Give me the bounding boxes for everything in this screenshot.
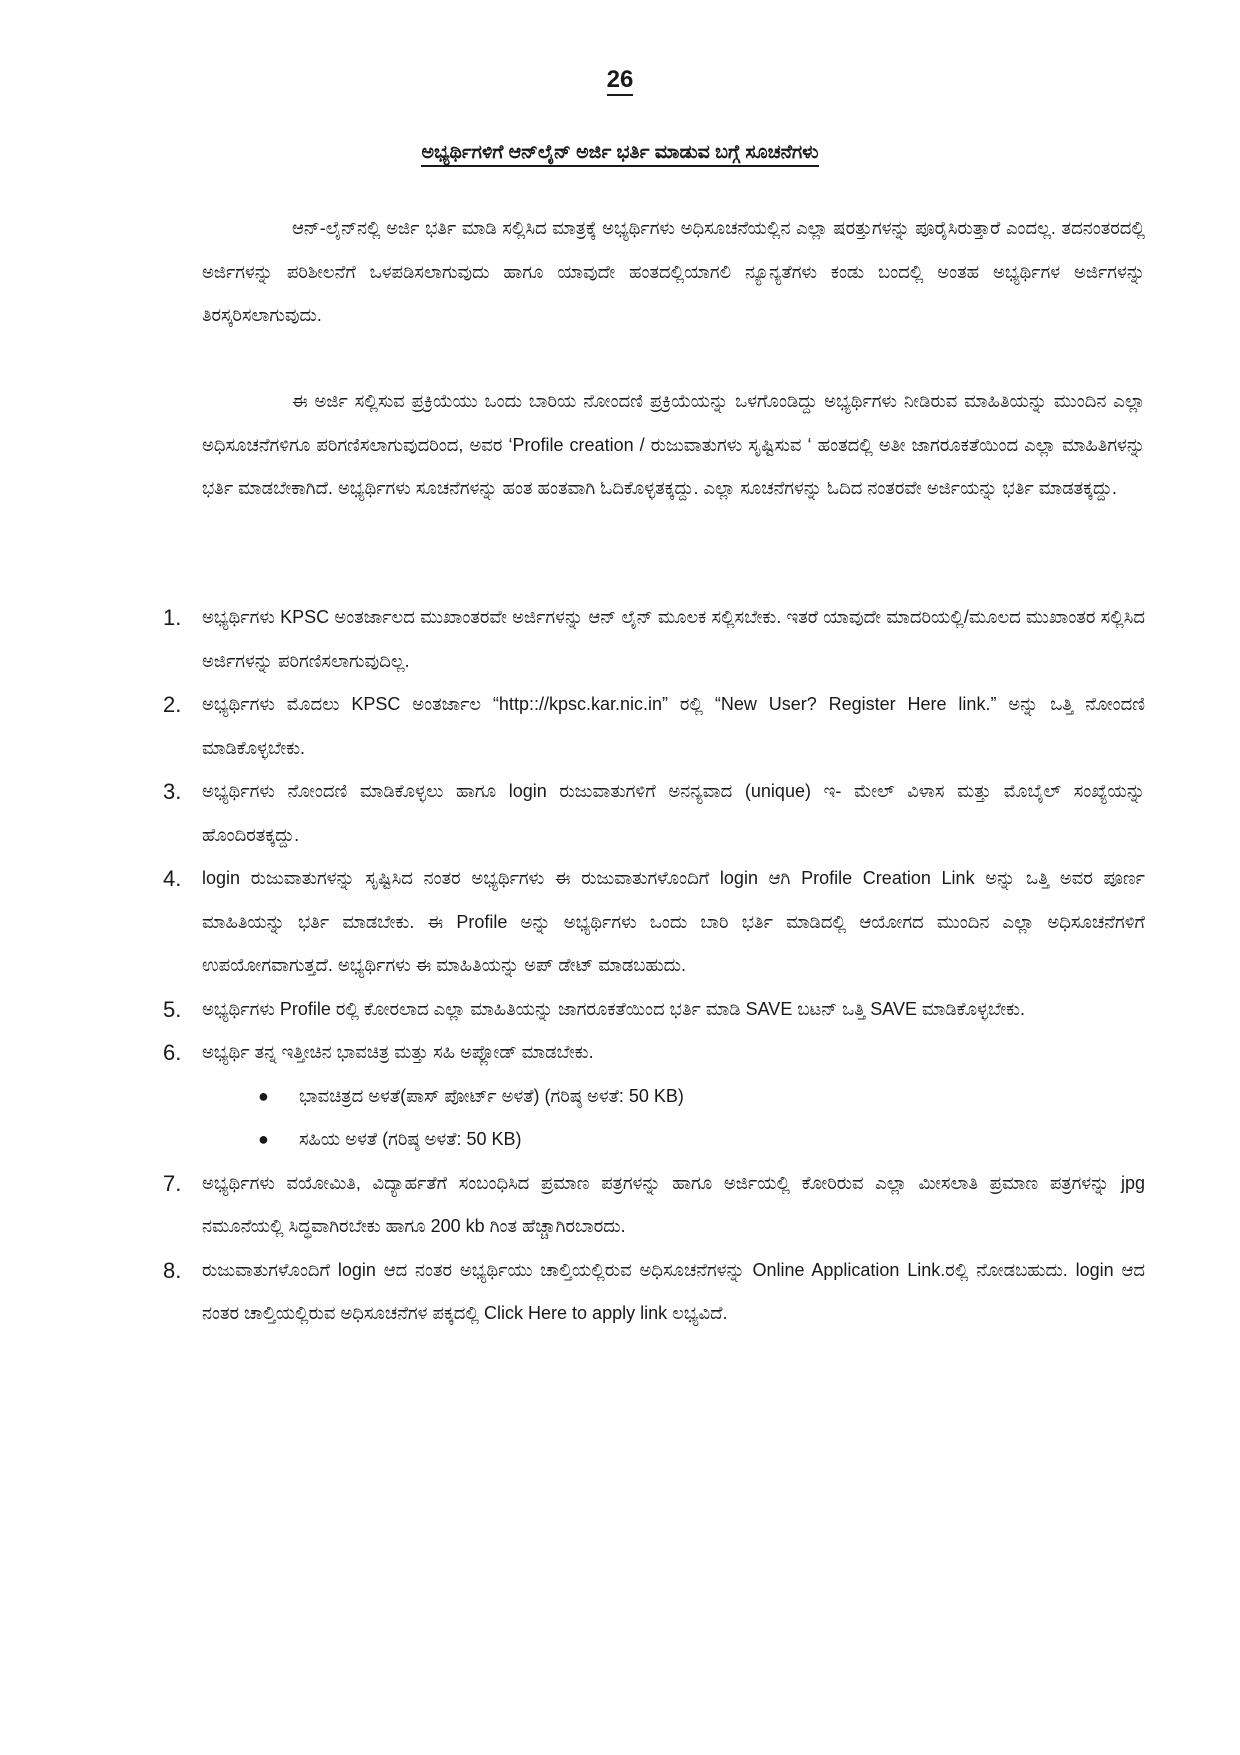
intro-paragraph-1 xyxy=(202,207,1145,338)
item-text: ಅಭ್ಯರ್ಥಿ ತನ್ನ ಇತ್ತೀಚಿನ ಭಾವಚಿತ್ರ ಮತ್ತು ಸಹಿ ಅಪ್ಲೋಡ್ ಮಾಡಬೇಕು. xyxy=(202,1042,594,1062)
item-number: 3. xyxy=(163,779,182,804)
item-number: 7. xyxy=(163,1170,182,1196)
item-text: ರುಜುವಾತುಗಳೊಂದಿಗೆ login ಆದ ನಂತರ ಅಭ್ಯರ್ಥಿಯು ಚಾಲ್ತಿಯಲ್ಲಿರುವ ಅಧಿಸೂಚನೆಗಳನ್ನು Online Application Link.ರಲ್ಲಿ ನೋಡಬಹುದು. login ಆದ ನಂತರ ಚಾಲ್ತಿಯಲ್ಲಿರುವ ಅಧಿಸೂಚನೆಗಳ ಪಕ್ಕದಲ್ಲಿ Click Here to apply link ಲಭ್ಯವಿದೆ. xyxy=(202,1259,1145,1323)
page-number xyxy=(0,66,1240,94)
item-text: ಅಭ್ಯರ್ಥಿಗಳು KPSC ಅಂತರ್ಜಾಲದ ಮುಖಾಂತರವೇ ಅರ್ಜಿಗಳನ್ನು ಆನ್ ಲೈನ್ ಮೂಲಕ ಸಲ್ಲಿಸಬೇಕು. ಇತರೆ ಯಾವುದೇ ಮಾದರಿಯಲ್ಲಿ/ಮೂಲದ ಮುಖಾಂತರ ಸಲ್ಲಿಸಿದ ಅರ್ಜಿಗಳನ್ನು ಪರಿಗಣಿಸಲಾಗುವುದಿಲ್ಲ. xyxy=(202,607,1145,671)
item-text: ಅಭ್ಯರ್ಥಿಗಳು ವಯೋಮಿತಿ, ವಿದ್ಯಾರ್ಹತೆಗೆ ಸಂಬಂಧಿಸಿದ ಪ್ರಮಾಣ ಪತ್ರಗಳನ್ನು ಹಾಗೂ ಅರ್ಜಿಯಲ್ಲಿ ಕೋರಿರುವ ಎಲ್ಲಾ ಮೀಸಲಾತಿ ಪ್ರಮಾಣ ಪತ್ರಗಳನ್ನು jpg ನಮೂನೆಯಲ್ಲಿ ಸಿದ್ಧವಾಗಿರಬೇಕು ಹಾಗೂ 200 kb ಗಿಂತ ಹೆಚ್ಚಾಗಿರಬಾರದು. xyxy=(202,1172,1145,1236)
item-text: ಅಭ್ಯರ್ಥಿಗಳು Profile ರಲ್ಲಿ ಕೋರಲಾದ ಎಲ್ಲಾ ಮಾಹಿತಿಯನ್ನು ಜಾಗರೂಕತೆಯಿಂದ ಭರ್ತಿ ಮಾಡಿ SAVE ಬಟನ್ ಒತ್ತಿ SAVE ಮಾಡಿಕೊಳ್ಳಬೇಕು. xyxy=(202,998,1026,1019)
intro-paragraph-2 xyxy=(202,380,1145,511)
instructions-list xyxy=(163,596,1145,1336)
instruction-item xyxy=(163,683,1145,770)
instruction-item xyxy=(163,857,1145,988)
item-text: ಅಭ್ಯರ್ಥಿಗಳು ನೋಂದಣಿ ಮಾಡಿಕೊಳ್ಳಲು ಹಾಗೂ login ರುಜುವಾತುಗಳಿಗೆ ಅನನ್ಯವಾದ (unique) ಇ- ಮೇಲ್ ವಿಳಾಸ ಮತ್ತು ಮೊಬೈಲ್ ಸಂಖ್ಯೆಯನ್ನು ಹೊಂದಿರತಕ್ಕದ್ದು. xyxy=(202,781,1145,845)
instruction-item xyxy=(163,1249,1145,1336)
sub-item-photo-size xyxy=(202,1075,1145,1119)
upload-size-list xyxy=(202,1075,1145,1162)
instruction-item xyxy=(163,596,1145,683)
bullet-icon: ● xyxy=(258,1085,269,1106)
sub-item-text: ಸಹಿಯ ಅಳತೆ (ಗರಿಷ್ಠ ಅಳತೆ: 50 KB) xyxy=(299,1129,522,1149)
item-number: 4. xyxy=(163,866,182,891)
sub-item-text: ಭಾವಚಿತ್ರದ ಅಳತೆ(ಪಾಸ್ ಪೋರ್ಟ್ ಅಳತೆ) (ಗರಿಷ್ಠ ಅಳತೆ: 50 KB) xyxy=(299,1085,684,1106)
item-number: 5. xyxy=(163,996,182,1022)
instruction-item xyxy=(163,1031,1145,1162)
item-number: 8. xyxy=(163,1257,182,1283)
page-number-text: 26 xyxy=(607,66,634,96)
item-text: login ರುಜುವಾತುಗಳನ್ನು ಸೃಷ್ಟಿಸಿದ ನಂತರ ಅಭ್ಯರ್ಥಿಗಳು ಈ ರುಜುವಾತುಗಳೊಂದಿಗೆ login ಆಗಿ Profile Creation Link ಅನ್ನು ಒತ್ತಿ ಅವರ ಪೂರ್ಣ ಮಾಹಿತಿಯನ್ನು ಭರ್ತಿ ಮಾಡಬೇಕು. ಈ Profile ಅನ್ನು ಅಭ್ಯರ್ಥಿಗಳು ಒಂದು ಬಾರಿ ಭರ್ತಿ ಮಾಡಿದಲ್ಲಿ ಆಯೋಗದ ಮುಂದಿನ ಎಲ್ಲಾ ಅಧಿಸೂಚನೆಗಳಿಗೆ ಉಪಯೋಗವಾಗುತ್ತದೆ. ಅಭ್ಯರ್ಥಿಗಳು ಈ ಮಾಹಿತಿಯನ್ನು ಅಪ್ ಡೇಟ್ ಮಾಡಬಹುದು. xyxy=(202,868,1145,975)
instruction-item xyxy=(163,1162,1145,1249)
item-number: 1. xyxy=(163,605,182,630)
paragraph-text: ಈ ಅರ್ಜಿ ಸಲ್ಲಿಸುವ ಪ್ರಕ್ರಿಯೆಯು ಒಂದು ಬಾರಿಯ ನೋಂದಣಿ ಪ್ರಕ್ರಿಯೆಯನ್ನು ಒಳಗೊಂಡಿದ್ದು ಅಭ್ಯರ್ಥಿಗಳು ನೀಡಿರುವ ಮಾಹಿತಿಯನ್ನು ಮುಂದಿನ ಎಲ್ಲಾ ಅಧಿಸೂಚನೆಗಳಿಗೂ ಪರಿಗಣಿಸಲಾಗುವುದರಿಂದ, ಅವರ ‘Profile creation / ರುಜುವಾತುಗಳು ಸೃಷ್ಟಿಸುವ ‘ ಹಂತದಲ್ಲಿ ಅತೀ ಜಾಗರೂಕತೆಯಿಂದ ಎಲ್ಲಾ ಮಾಹಿತಿಗಳನ್ನು ಭರ್ತಿ ಮಾಡಬೇಕಾಗಿದೆ. ಅಭ್ಯರ್ಥಿಗಳು ಸೂಚನೆಗಳನ್ನು ಹಂತ ಹಂತವಾಗಿ ಓದಿಕೊಳ್ಳತಕ್ಕದ್ದು. ಎಲ್ಲಾ ಸೂಚನೆಗಳನ್ನು ಓದಿದ ನಂತರವೇ ಅರ್ಜಿಯನ್ನು ಭರ್ತಿ ಮಾಡತಕ್ಕದ್ದು. xyxy=(202,391,1145,498)
item-number: 6. xyxy=(163,1040,182,1065)
sub-item-signature-size xyxy=(202,1118,1145,1162)
item-number: 2. xyxy=(163,692,182,717)
document-title xyxy=(0,142,1240,164)
instruction-item xyxy=(163,988,1145,1032)
bullet-icon: ● xyxy=(258,1129,269,1149)
paragraph-text: ಆನ್-ಲೈನ್‌ನಲ್ಲಿ ಅರ್ಜಿ ಭರ್ತಿ ಮಾಡಿ ಸಲ್ಲಿಸಿದ ಮಾತ್ರಕ್ಕೆ ಅಭ್ಯರ್ಥಿಗಳು ಅಧಿಸೂಚನೆಯಲ್ಲಿನ ಎಲ್ಲಾ ಷರತ್ತುಗಳನ್ನು ಪೂರೈಸಿರುತ್ತಾರೆ ಎಂದಲ್ಲ. ತದನಂತರದಲ್ಲಿ ಅರ್ಜಿಗಳನ್ನು ಪರಿಶೀಲನೆಗೆ ಒಳಪಡಿಸಲಾಗುವುದು ಹಾಗೂ ಯಾವುದೇ ಹಂತದಲ್ಲಿಯಾಗಲಿ ನ್ಯೂನ್ಯತೆಗಳು ಕಂಡು ಬಂದಲ್ಲಿ ಅಂತಹ ಅಭ್ಯರ್ಥಿಗಳ ಅರ್ಜಿಗಳನ್ನು ತಿರಸ್ಕರಿಸಲಾಗುವುದು. xyxy=(202,218,1145,325)
item-text: ಅಭ್ಯರ್ಥಿಗಳು ಮೊದಲು KPSC ಅಂತರ್ಜಾಲ “http:://kpsc.kar.nic.in” ರಲ್ಲಿ “New User? Register Here link.” ಅನ್ನು ಒತ್ತಿ ನೋಂದಣಿ ಮಾಡಿಕೊಳ್ಳಬೇಕು. xyxy=(202,694,1145,758)
instruction-item xyxy=(163,770,1145,857)
document-title-text: ಅಭ್ಯರ್ಥಿಗಳಿಗೆ ಆನ್‌ಲೈನ್ ಅರ್ಜಿ ಭರ್ತಿ ಮಾಡುವ ಬಗ್ಗೆ ಸೂಚನೆಗಳು xyxy=(421,142,818,167)
